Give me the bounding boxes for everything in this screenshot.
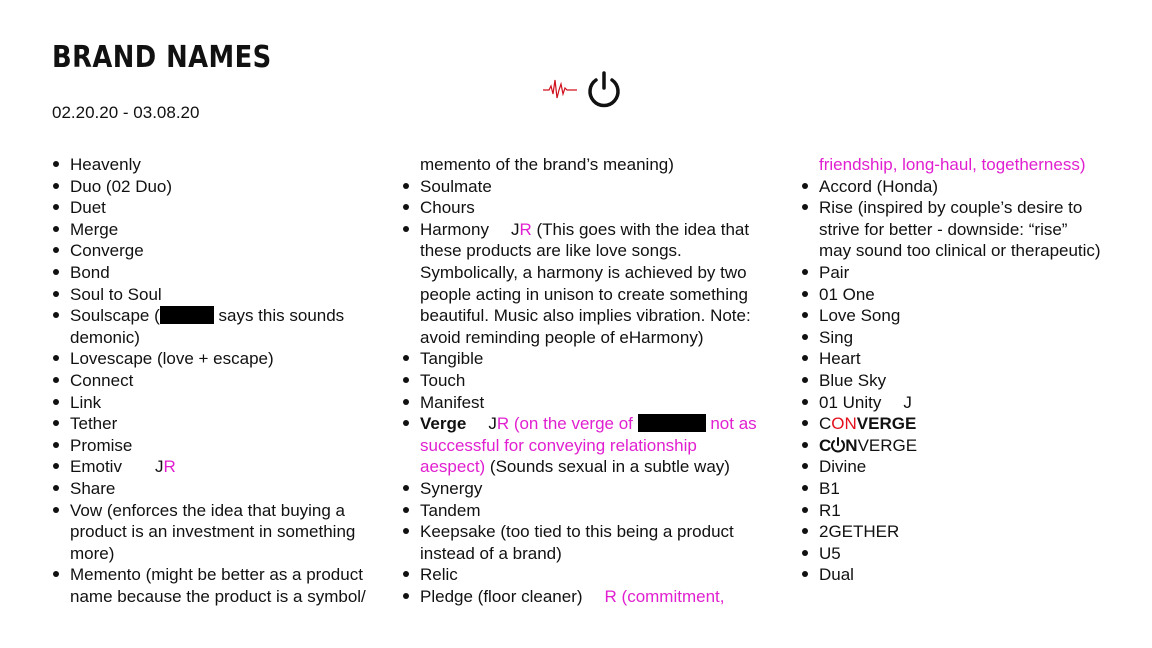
list-item: 2GETHER: [801, 521, 1101, 543]
logo-graphic: [543, 70, 625, 110]
list-item-continued: memento of the brand’s meaning): [420, 155, 674, 174]
list-item: Connect: [52, 370, 402, 392]
list-item: Link: [52, 392, 402, 414]
list-item: Bond: [52, 262, 402, 284]
list-item: Tangible: [402, 348, 757, 370]
list-item-continued: friendship, long-haul, togetherness): [819, 155, 1086, 174]
list-item: R1: [801, 500, 1101, 522]
list-item: Accord (Honda): [801, 176, 1101, 198]
list-item: Blue Sky: [801, 370, 1101, 392]
list-item: Relic: [402, 564, 757, 586]
list-item: Merge: [52, 219, 402, 241]
date-range: 02.20.20 - 03.08.20: [52, 103, 200, 122]
list-item: Soul to Soul: [52, 284, 402, 306]
redaction-bar: [160, 306, 214, 324]
list-item: Converge: [52, 240, 402, 262]
brand-list-column-3: [801, 154, 1101, 586]
list-item: Chours: [402, 197, 757, 219]
list-item: Soulmate: [402, 176, 757, 198]
list-item: Vow (enforces the idea that buying a product is an investment in something more): [52, 500, 402, 565]
list-item: Rise (inspired by couple’s desire to strive for better - downside: “rise” may sound too clinical or therapeutic): [801, 197, 1101, 262]
list-item: Lovescape (love + escape): [52, 348, 402, 370]
list-item: 01 Unity J: [801, 392, 1101, 414]
page-title: BRAND NAMES: [52, 40, 272, 75]
list-item: Keepsake (too tied to this being a product instead of a brand): [402, 521, 757, 564]
brand-logo: [543, 70, 625, 115]
list-item: Manifest: [402, 392, 757, 414]
list-item: Pair: [801, 262, 1101, 284]
list-item: Emotiv JR: [52, 456, 402, 478]
list-item: Love Song: [801, 305, 1101, 327]
list-item: Share: [52, 478, 402, 500]
list-item: Duo (02 Duo): [52, 176, 402, 198]
brand-list-column-1: [52, 154, 402, 607]
list-item: Soulscape ( says this sounds demonic): [52, 305, 402, 348]
power-icon: [590, 73, 618, 105]
list-item: Synergy: [402, 478, 757, 500]
redaction-bar: [638, 414, 706, 432]
list-item: Verge JR (on the verge of not as successful for conveying relationship aespect) (Sounds sexual in a subtle way): [402, 413, 757, 478]
heartbeat-icon: [543, 80, 577, 98]
list-item: Divine: [801, 456, 1101, 478]
list-item: U5: [801, 543, 1101, 565]
list-item: B1: [801, 478, 1101, 500]
list-item: C NVERGE: [801, 435, 1101, 457]
list-item: Promise: [52, 435, 402, 457]
list-item: Dual: [801, 564, 1101, 586]
list-item: Harmony JR (This goes with the idea that these products are like love songs. Symbolically, a harmony is achieved by two people acting in unison to create something beautiful. Music also implies vibration. Note: avoid reminding people of eHarmony): [402, 219, 757, 349]
list-item: Tether: [52, 413, 402, 435]
list-item: Duet: [52, 197, 402, 219]
list-item: Heart: [801, 348, 1101, 370]
list-item: 01 One: [801, 284, 1101, 306]
power-icon: [831, 437, 845, 453]
list-item: Tandem: [402, 500, 757, 522]
list-item: Memento (might be better as a product name because the product is a symbol/: [52, 564, 402, 607]
list-item: Heavenly: [52, 154, 402, 176]
list-item: Touch: [402, 370, 757, 392]
list-item: CONVERGE: [801, 413, 1101, 435]
list-item: Sing: [801, 327, 1101, 349]
brand-list-column-2: [402, 154, 757, 607]
list-item: Pledge (floor cleaner) R (commitment,: [402, 586, 757, 608]
